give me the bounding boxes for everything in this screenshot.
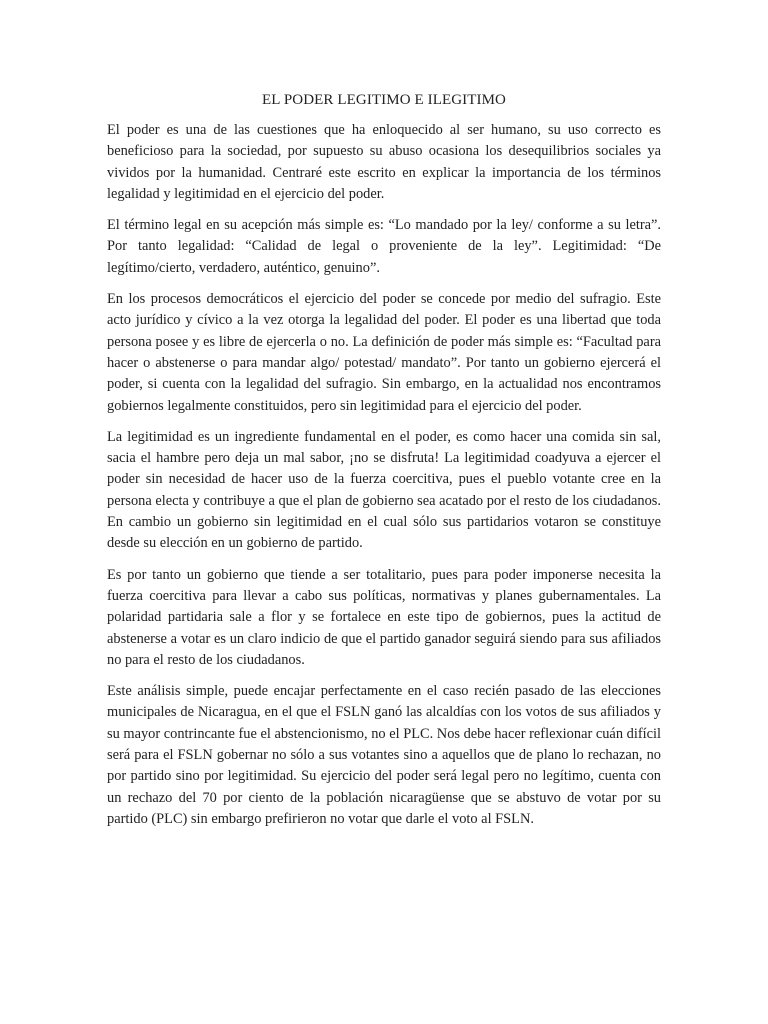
paragraph-totalitarian: Es por tanto un gobierno que tiende a ser totalitario, pues para poder imponerse necesita la fuerza coercitiva para llevar a cabo sus políticas, normativas y planes gubernamentales. La polaridad partidaria sale a flor y se fortalece en este tipo de gobiernos, pues la actitud de abstenerse a votar es un claro indicio de que el partido ganador seguirá siendo para sus afiliados no para el resto de los ciudadanos.	[107, 566, 661, 668]
document-body	[107, 90, 661, 840]
paragraph-intro: El poder es una de las cuestiones que ha enloquecido al ser humano, su uso correcto es beneficioso para la sociedad, por supuesto su abuso ocasiona los desequilibrios sociales ya vividos por la humanidad. Centraré este escrito en explicar la importancia de los términos legalidad y legitimidad en el ejercicio del poder.	[107, 122, 661, 202]
document-title: EL PODER LEGITIMO E ILEGITIMO	[262, 92, 506, 108]
paragraph-definitions: El término legal en su acepción más simple es: “Lo mandado por la ley/ conforme a su letra”. Por tanto legalidad: “Calidad de legal o proveniente de la ley”. Legitimidad: “De legítimo/cierto, verdadero, auténtico, genuino”.	[107, 217, 661, 276]
paragraph-nicaragua-analysis: Este análisis simple, puede encajar perfectamente en el caso recién pasado de las elecciones municipales de Nicaragua, en el que el FSLN ganó las alcaldías con los votos de sus afiliados y su mayor contrincante fue el abstencionismo, no el PLC. Nos debe hacer reflexionar cuán difícil será para el FSLN gobernar no sólo a sus votantes sino a aquellos que de plano lo rechazan, no por partido sino por legitimidad. Su ejercicio del poder será legal pero no legítimo, cuenta con un rechazo del 70 por ciento de la población nicaragüense que se abstuvo de votar por su partido (PLC) sin embargo prefirieron no votar que darle el voto al FSLN.	[107, 683, 661, 827]
paragraph-legitimacy: La legitimidad es un ingrediente fundamental en el poder, es como hacer una comida sin sal, sacia el hambre pero deja un mal sabor, ¡no se disfruta! La legitimidad coadyuva a ejercer el poder sin necesidad de hacer uso de la fuerza coercitiva, pues el pueblo votante cree en la persona electa y contribuye a que el plan de gobierno sea acatado por el resto de los ciudadanos. En cambio un gobierno sin legitimidad en el cual sólo sus partidarios votaron se constituye desde su elección en un gobierno de partido.	[107, 428, 661, 552]
paragraph-democratic-process: En los procesos democráticos el ejercicio del poder se concede por medio del sufragio. Este acto jurídico y cívico a la vez otorga la legalidad del poder. El poder es una libertad que toda persona posee y es libre de ejercerla o no. La definición de poder más simple es: “Facultad para hacer o abstenerse o para mandar algo/ potestad/ mandato”. Por tanto un gobierno ejercerá el poder, si cuenta con la legalidad del sufragio. Sin embargo, en la actualidad nos encontramos gobiernos legalmente constituidos, pero sin legitimidad para el ejercicio del poder.	[107, 291, 661, 414]
